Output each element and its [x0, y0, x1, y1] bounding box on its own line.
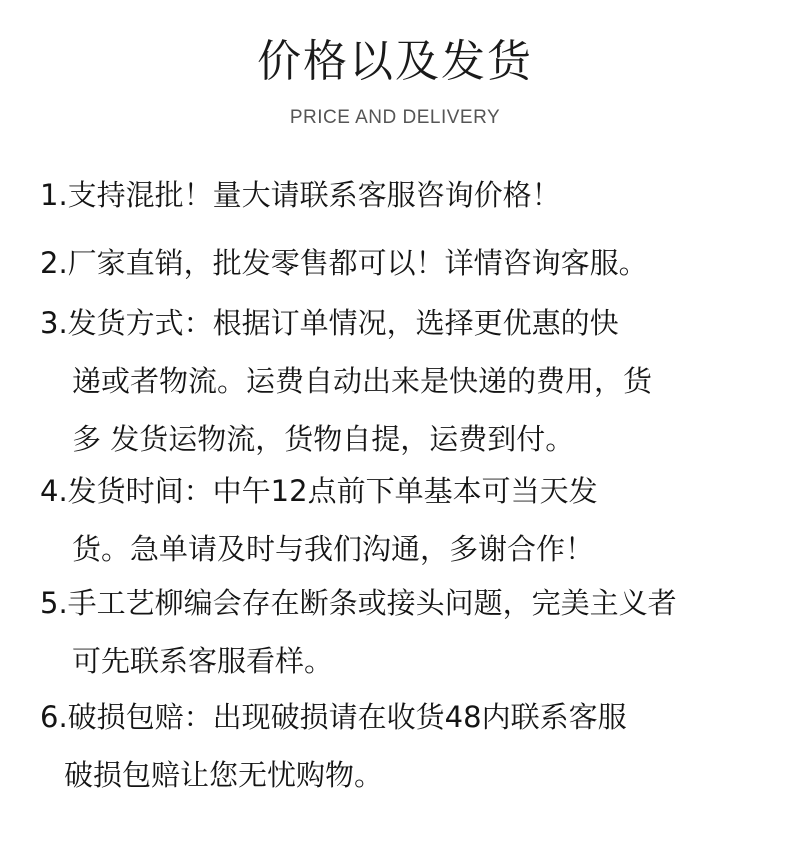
list-item-mixed-wholesale: [40, 166, 780, 224]
list-item-handcraft-notice: [40, 574, 780, 690]
list-item-line: 货。急单请及时与我们沟通，多谢合作！: [72, 532, 595, 566]
page-title: 价格以及发货: [257, 36, 533, 87]
list-item-line: 多 发货运物流，货物自提，运费到付。: [72, 422, 575, 456]
list-item-line: 递或者物流。运费自动出来是快递的费用，货: [72, 364, 653, 398]
list-item-line: 3.发货方式：根据订单情况，选择更优惠的快: [40, 306, 619, 340]
page-subtitle: PRICE AND DELIVERY: [289, 107, 501, 128]
list-item-line: 破损包赔让您无忧购物。: [64, 758, 384, 792]
list-item-line: 5.手工艺柳编会存在断条或接头问题，完美主义者: [40, 586, 677, 620]
list-item-line: 可先联系客服看样。: [72, 644, 334, 678]
list-item-line: 2.厂家直销，批发零售都可以！详情咨询客服。: [40, 246, 648, 280]
list-item-line: 1.支持混批！量大请联系客服咨询价格！: [40, 178, 561, 212]
list-item-line: 6.破损包赔：出现破损请在收货48内联系客服: [40, 700, 627, 734]
list-item-shipping-method: [40, 294, 780, 468]
list-item-factory-direct: [40, 234, 780, 292]
list-item-line: 4.发货时间：中午12点前下单基本可当天发: [40, 474, 598, 508]
list-item-shipping-time: [40, 462, 780, 578]
list-item-damage-compensation: [40, 688, 780, 804]
